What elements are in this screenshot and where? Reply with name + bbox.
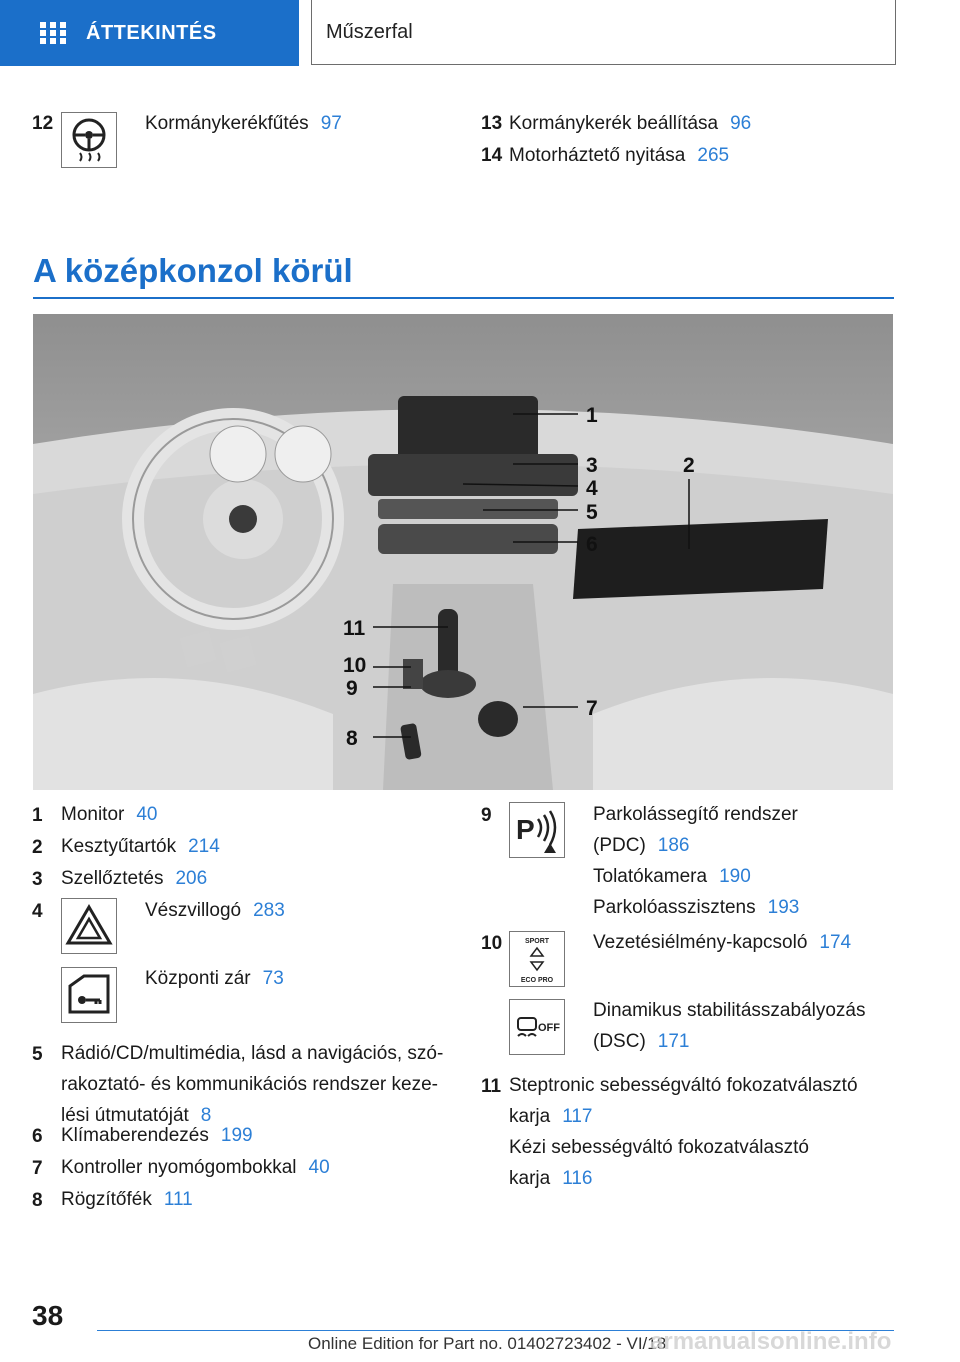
item-text <box>145 895 285 926</box>
item-number: 14 <box>481 145 503 166</box>
tab-section[interactable] <box>311 0 896 65</box>
item-number: 1 <box>32 805 43 826</box>
hazard-warning-icon <box>61 898 117 954</box>
section-title: A középkonzol körül <box>33 252 353 289</box>
item-text <box>61 799 158 830</box>
tab-overview[interactable] <box>0 0 299 66</box>
page-link[interactable]: 8 <box>200 1105 212 1126</box>
page-link[interactable]: 199 <box>220 1125 253 1146</box>
watermark: armanualsonline.info <box>650 1328 892 1355</box>
callout-2: 2 <box>683 454 695 477</box>
item-number: 13 <box>481 113 503 134</box>
icon-label-eco-pro: ECO PRO <box>520 977 554 984</box>
item-text <box>593 799 799 923</box>
grid-menu-icon <box>40 22 66 44</box>
item-line: Kézi sebességváltó fokozatválasztó <box>509 1137 809 1158</box>
item-line: rakoztató- és kommunikációs rendszer keze- <box>61 1074 438 1095</box>
page-link[interactable]: 174 <box>819 932 852 953</box>
callout-10: 10 <box>343 654 367 677</box>
page-link[interactable]: 214 <box>188 836 220 857</box>
callout-11: 11 <box>343 617 366 640</box>
page-link[interactable]: 97 <box>320 113 342 134</box>
item-line: (DSC) <box>593 1031 646 1052</box>
icon-label-sport: SPORT <box>524 938 550 945</box>
driving-experience-switch-icon <box>509 931 565 987</box>
item-line: lési útmutatóját <box>61 1105 189 1126</box>
edition-text: Online Edition for Part no. 01402723402 - VI/18 <box>308 1334 667 1353</box>
item-label: Kormánykerék beállítása <box>509 113 719 134</box>
item-label: Tolatókamera <box>593 866 708 887</box>
central-locking-icon <box>61 967 117 1023</box>
dashboard-illustration <box>33 314 893 790</box>
item-label: Kormánykerékfűtés <box>145 113 309 134</box>
callout-1: 1 <box>586 404 598 427</box>
page-link[interactable]: 96 <box>730 113 752 134</box>
callout-5: 5 <box>586 501 598 524</box>
page-link[interactable]: 116 <box>562 1168 593 1189</box>
item-text <box>509 108 751 139</box>
item-label: Szellőztetés <box>61 868 164 889</box>
page-link[interactable]: 265 <box>697 145 730 166</box>
item-text <box>593 995 865 1057</box>
page-link[interactable]: 206 <box>175 868 208 889</box>
steering-wheel-heating-icon <box>61 112 117 168</box>
callout-9: 9 <box>346 677 358 700</box>
section-divider <box>33 297 894 299</box>
item-label: Parkolóasszisztens <box>593 897 756 918</box>
item-text <box>61 831 220 862</box>
item-line: Parkolássegítő rendszer <box>593 804 798 825</box>
item-line: karja <box>509 1168 551 1189</box>
page-link[interactable]: 40 <box>308 1157 330 1178</box>
item-number: 7 <box>32 1158 43 1179</box>
item-label: Monitor <box>61 804 125 825</box>
item-text <box>145 963 284 994</box>
item-line: Dinamikus stabilitásszabályozás <box>593 1000 866 1021</box>
item-number: 11 <box>481 1076 502 1097</box>
callout-6: 6 <box>586 533 598 556</box>
item-label: Klímaberendezés <box>61 1125 209 1146</box>
item-text <box>61 1152 330 1183</box>
item-line: Rádió/CD/multimédia, lásd a navigációs, szó- <box>61 1043 444 1064</box>
item-number: 3 <box>32 869 43 890</box>
item-line: Steptronic sebességváltó fokozatválasztó <box>509 1075 858 1096</box>
page-link[interactable]: 283 <box>253 900 285 921</box>
page-link[interactable]: 117 <box>562 1106 593 1127</box>
item-number: 2 <box>32 837 43 858</box>
tab-section-label: Műszerfal <box>326 20 413 43</box>
item-line: karja <box>509 1106 551 1127</box>
item-label: Motorháztető nyitása <box>509 145 686 166</box>
callout-8: 8 <box>346 727 358 750</box>
item-text <box>593 927 851 958</box>
callout-7: 7 <box>586 697 598 720</box>
page-link[interactable]: 73 <box>262 968 284 989</box>
dsc-off-icon <box>509 999 565 1055</box>
item-label: Központi zár <box>145 968 251 989</box>
item-number: 4 <box>32 901 43 922</box>
item-text <box>509 140 729 171</box>
item-text <box>61 863 207 894</box>
item-text <box>61 1038 443 1131</box>
page-link[interactable]: 40 <box>136 804 158 825</box>
page-link[interactable]: 193 <box>767 897 800 918</box>
item-label: Kontroller nyomógombokkal <box>61 1157 297 1178</box>
page-number: 38 <box>32 1300 64 1331</box>
item-number: 10 <box>481 933 503 954</box>
item-line: (PDC) <box>593 835 646 856</box>
callout-4: 4 <box>586 477 598 500</box>
item-number: 12 <box>32 113 54 134</box>
parking-assistant-icon <box>509 802 565 858</box>
item-number: 9 <box>481 805 492 826</box>
item-text <box>61 1184 193 1215</box>
item-text <box>509 1070 858 1194</box>
item-label: Rögzítőfék <box>61 1189 152 1210</box>
item-label: Vezetésiélmény-kapcsoló <box>593 932 808 953</box>
item-text <box>61 1120 253 1151</box>
icon-label-off: OFF <box>538 1022 560 1034</box>
page-link[interactable]: 190 <box>719 866 751 887</box>
page-link[interactable]: 186 <box>657 835 690 856</box>
page-link[interactable]: 171 <box>657 1031 690 1052</box>
page-link[interactable]: 111 <box>163 1189 193 1210</box>
item-label: Kesztyűtartók <box>61 836 177 857</box>
callout-3: 3 <box>586 454 598 477</box>
item-label: Vészvillogó <box>145 900 242 921</box>
item-text <box>145 108 342 139</box>
item-number: 8 <box>32 1190 43 1211</box>
tab-overview-label: ÁTTEKINTÉS <box>86 21 217 44</box>
item-number: 5 <box>32 1044 43 1065</box>
top-navigation <box>0 0 960 66</box>
item-number: 6 <box>32 1126 43 1147</box>
svg-text:P: P <box>516 814 535 845</box>
